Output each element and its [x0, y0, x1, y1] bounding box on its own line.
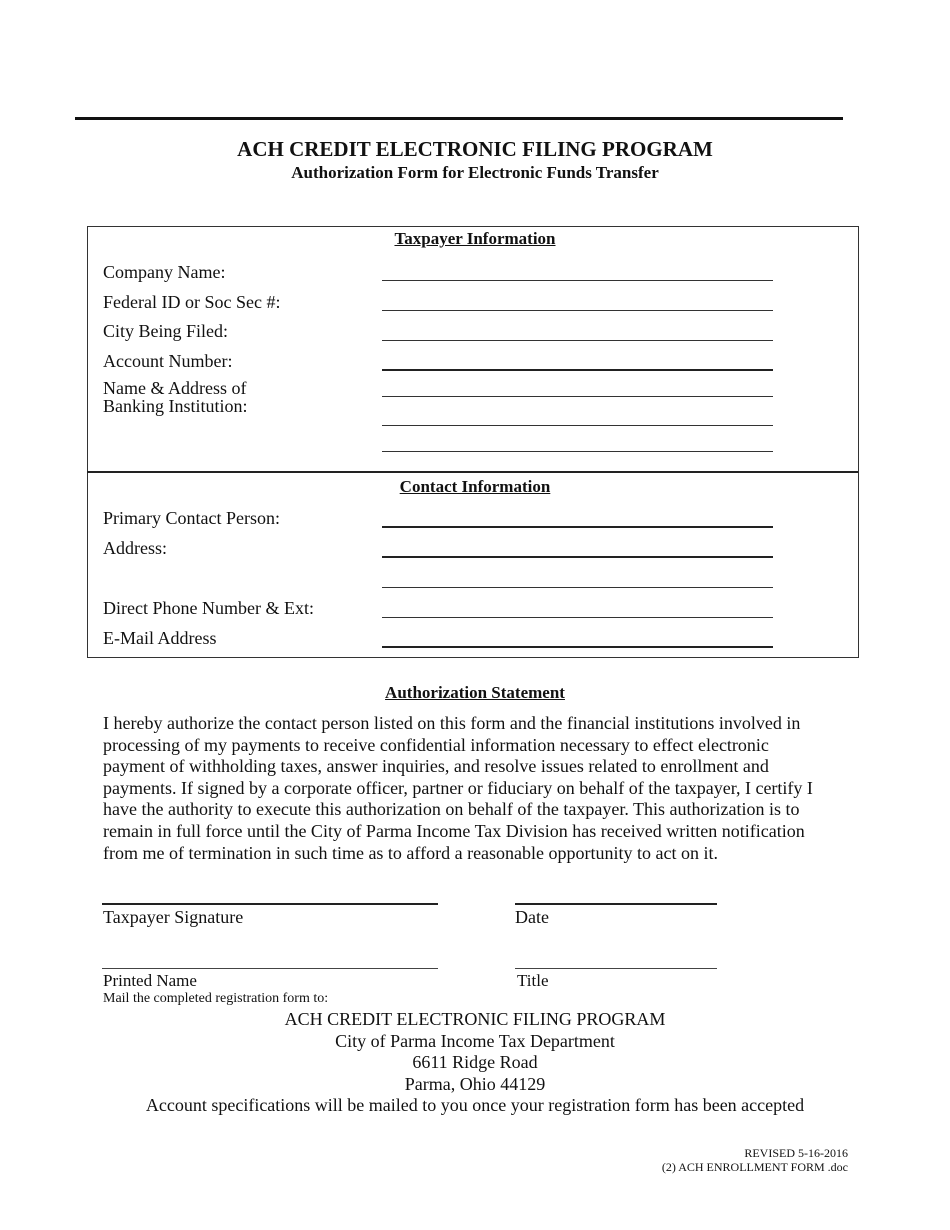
taxpayer-signature-field[interactable]: [102, 903, 438, 905]
account-number-field[interactable]: [382, 369, 773, 371]
address-field-line2[interactable]: [382, 587, 773, 588]
document-filename: (2) ACH ENROLLMENT FORM .doc: [661, 1160, 848, 1174]
primary-contact-label: Primary Contact Person:: [103, 508, 280, 528]
city-filed-label: City Being Filed:: [103, 321, 229, 341]
form-subtitle: Authorization Form for Electronic Funds Transfer: [291, 163, 659, 182]
authorization-line: payment of withholding taxes, answer inquiries, and resolve issues related to enrollment and: [103, 756, 769, 777]
phone-label: Direct Phone Number & Ext:: [103, 598, 314, 618]
authorization-heading: Authorization Statement: [385, 683, 565, 702]
company-name-label: Company Name:: [103, 262, 226, 282]
date-field[interactable]: [515, 903, 717, 905]
mailing-note: Mail the completed registration form to:: [103, 991, 329, 1006]
bank-field-line3[interactable]: [382, 451, 773, 452]
address-field-line1[interactable]: [382, 556, 773, 558]
information-box: [87, 226, 859, 658]
mailing-street: 6611 Ridge Road: [412, 1052, 538, 1072]
phone-field[interactable]: [382, 617, 773, 618]
printed-name-label: Printed Name: [103, 971, 197, 990]
primary-contact-field[interactable]: [382, 526, 773, 528]
federal-id-field[interactable]: [382, 310, 773, 311]
authorization-line: from me of termination in such time as to afford a reasonable opportunity to act on it.: [103, 842, 719, 863]
address-label: Address:: [103, 538, 167, 558]
title-field[interactable]: [515, 968, 717, 969]
title-label: Title: [517, 971, 549, 990]
revision-date: REVISED 5-16-2016: [744, 1146, 848, 1160]
bank-field-line2[interactable]: [382, 425, 773, 426]
email-field[interactable]: [382, 646, 773, 648]
email-label: E-Mail Address: [103, 628, 217, 648]
taxpayer-info-heading: Taxpayer Information: [394, 229, 556, 248]
mailing-city: Parma, Ohio 44129: [404, 1074, 546, 1094]
bank-name-address-label-line1: Name & Address of: [103, 378, 247, 398]
authorization-line: payments. If signed by a corporate officer, partner or fiduciary on behalf of the taxpayer, I certify I: [103, 777, 813, 798]
bank-field-line1[interactable]: [382, 396, 773, 397]
mailing-department: City of Parma Income Tax Department: [335, 1031, 615, 1051]
section-divider: [87, 471, 858, 473]
account-number-label: Account Number:: [103, 351, 233, 371]
city-filed-field[interactable]: [382, 340, 773, 341]
authorization-line: processing of my payments to receive confidential information necessary to effect electronic: [103, 734, 769, 755]
taxpayer-signature-label: Taxpayer Signature: [103, 907, 244, 927]
header-rule: [75, 117, 843, 120]
mailing-specifications-note: Account specifications will be mailed to you once your registration form has been accepted: [145, 1095, 805, 1115]
bank-name-address-label-line2: Banking Institution:: [103, 396, 248, 416]
contact-info-heading: Contact Information: [399, 477, 551, 496]
mailing-program: ACH CREDIT ELECTRONIC FILING PROGRAM: [284, 1009, 666, 1029]
authorization-line: remain in full force until the City of Parma Income Tax Division has received written notification: [103, 820, 805, 841]
authorization-line: have the authority to execute this authorization on behalf of the taxpayer. This authorization is to: [103, 799, 800, 820]
authorization-line: I hereby authorize the contact person listed on this form and the financial institutions involved in: [103, 713, 801, 733]
date-label: Date: [515, 907, 549, 927]
printed-name-field[interactable]: [102, 968, 438, 969]
company-name-field[interactable]: [382, 280, 773, 281]
federal-id-label: Federal ID or Soc Sec #:: [103, 292, 281, 312]
form-title: ACH CREDIT ELECTRONIC FILING PROGRAM: [237, 137, 713, 161]
authorization-statement: [103, 713, 853, 864]
